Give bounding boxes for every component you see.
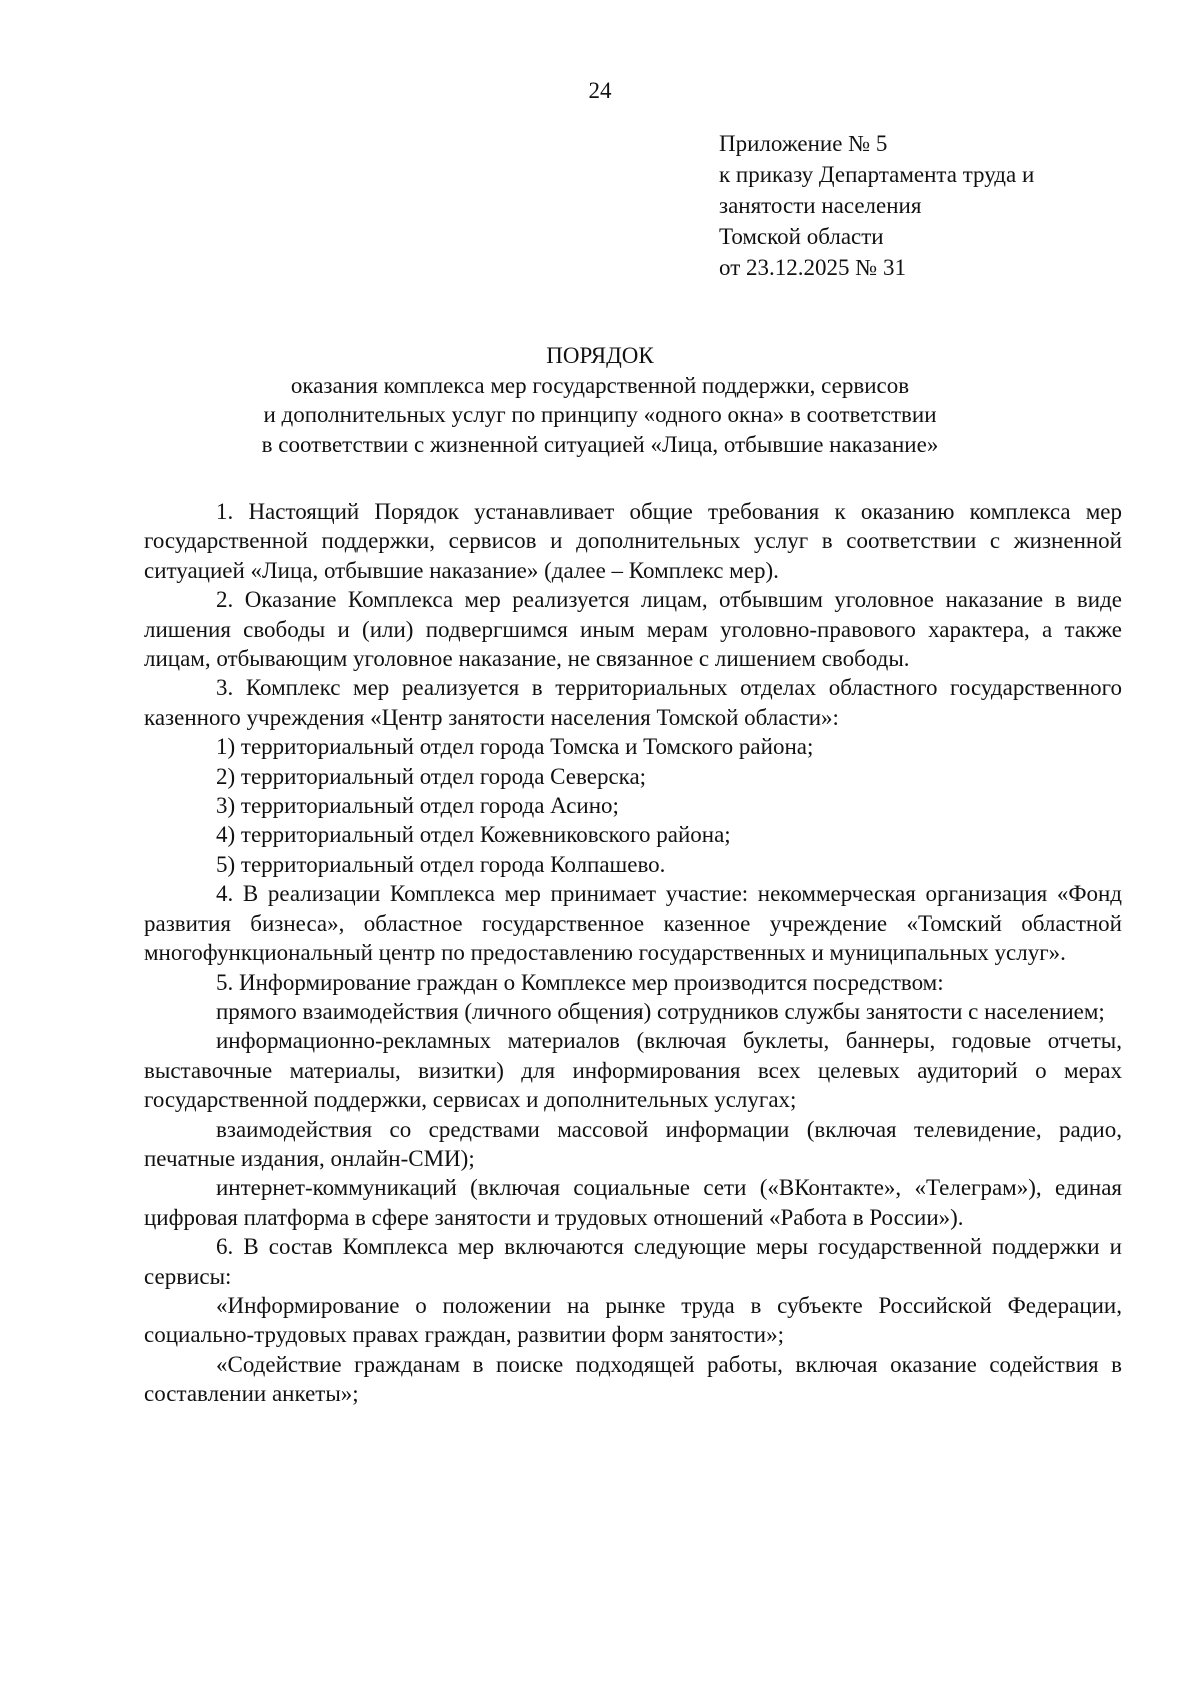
- paragraph: 3. Комплекс мер реализуется в территориальных отделах областного государственного казенного учреждения «Центр занятости населения Томской области»:: [144, 675, 1122, 730]
- paragraph: 1. Настоящий Порядок устанавливает общие требования к оказанию комплекса мер государственной поддержки, сервисов и дополнительных услуг в соответствии с жизненной ситуацией «Лица, отбывшие наказание» (далее – Комплекс мер).: [144, 499, 1122, 583]
- paragraph: «Информирование о положении на рынке труда в субъекте Российской Федерации, социально-трудовых правах граждан, развитии форм занятости»;: [144, 1292, 1122, 1348]
- paragraph: прямого взаимодействия (личного общения) сотрудников службы занятости с населением;: [216, 998, 1105, 1024]
- document-heading: [0, 341, 1200, 459]
- paragraph: интернет-коммуникаций (включая социальные сети («ВКонтакте», «Телеграм»), единая цифровая платформа в сфере занятости и трудовых отношений «Работа в России»).: [144, 1175, 1122, 1230]
- page-number: 24: [588, 78, 612, 103]
- document-subtitle-line: и дополнительных услуг по принципу «одного окна» в соответствии: [263, 402, 937, 427]
- document-title: ПОРЯДОК: [546, 343, 654, 368]
- appendix-line: занятости населения: [719, 193, 922, 218]
- appendix-line: к приказу Департамента труда и: [719, 162, 1035, 187]
- document-subtitle-line: в соответствии с жизненной ситуацией «Лица, отбывшие наказание»: [261, 431, 939, 457]
- appendix-block: [719, 128, 1034, 283]
- list-item: 1) территориальный отдел города Томска и Томского района;: [216, 734, 814, 760]
- paragraph: 6. В состав Комплекса мер включаются следующие меры государственной поддержки и сервисы:: [144, 1234, 1122, 1289]
- appendix-line: Приложение № 5: [719, 131, 888, 156]
- paragraph: 5. Информирование граждан о Комплексе мер производится посредством:: [216, 969, 944, 995]
- list-item: 4) территориальный отдел Кожевниковского района;: [216, 822, 731, 848]
- list-item: 3) территориальный отдел города Асино;: [216, 793, 619, 819]
- document-subtitle-line: оказания комплекса мер государственной поддержки, сервисов: [290, 372, 910, 398]
- paragraph: информационно-рекламных материалов (включая буклеты, баннеры, годовые отчеты, выставочные материалы, визитки) для информирования всех целевых аудиторий о мерах государственной поддержки, сервисах и дополнительных услугах;: [144, 1028, 1122, 1113]
- paragraph: 4. В реализации Комплекса мер принимает участие: некоммерческая организация «Фонд развития бизнеса», областное государственное казенное учреждение «Томский областной многофункциональный центр по предоставлению государственных и муниципальных услуг».: [144, 881, 1122, 966]
- paragraph: взаимодействия со средствами массовой информации (включая телевидение, радио, печатные издания, онлайн-СМИ);: [144, 1116, 1122, 1171]
- appendix-line: Томской области: [719, 224, 884, 249]
- appendix-line: от 23.12.2025 № 31: [719, 255, 906, 280]
- document-body: [144, 497, 1122, 1409]
- list-item: 2) территориальный отдел города Северска;: [216, 763, 647, 789]
- list-item: 5) территориальный отдел города Колпашево.: [216, 851, 666, 877]
- paragraph: «Содействие гражданам в поиске подходящей работы, включая оказание содействия в составлении анкеты»;: [144, 1351, 1122, 1407]
- paragraph: 2. Оказание Комплекса мер реализуется лицам, отбывшим уголовное наказание в виде лишения свободы и (или) подвергшимся иным мерам уголовно-правового характера, а также лицам, отбывающим уголовное наказание, не связанное с лишением свободы.: [144, 587, 1122, 672]
